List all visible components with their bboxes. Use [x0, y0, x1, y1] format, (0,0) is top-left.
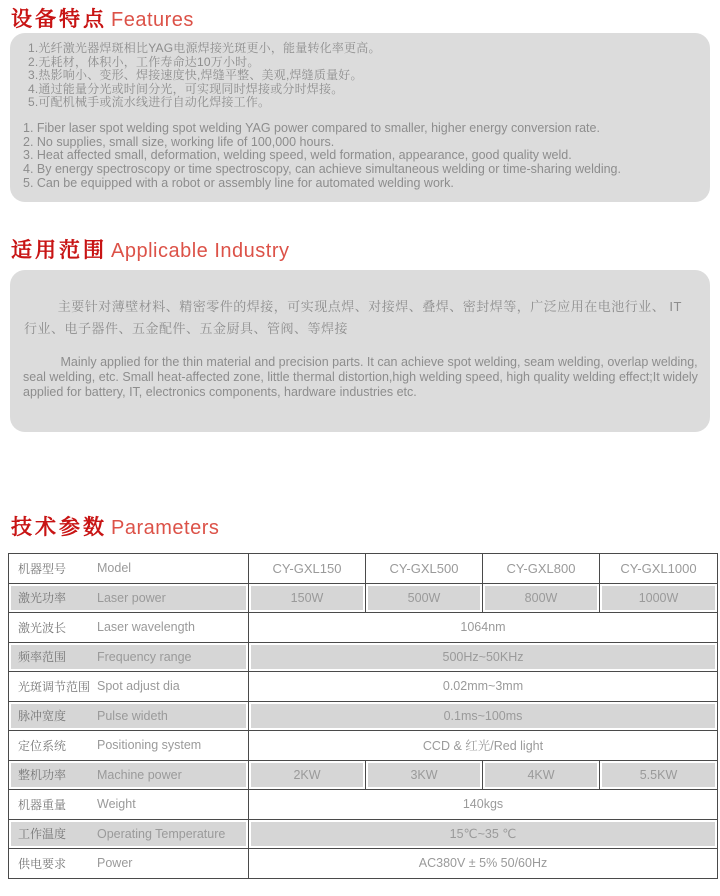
- row-label-cell: [9, 613, 249, 643]
- row-label-en: Model: [97, 561, 132, 576]
- row-label-zh: 光斑调节范围: [18, 679, 91, 694]
- table-row: [9, 613, 718, 643]
- row-label-en: Laser power: [97, 590, 166, 605]
- features-panel: [10, 33, 710, 202]
- row-value-cell: 5.5KW: [600, 760, 718, 790]
- row-label-en: Laser wavelength: [97, 620, 195, 635]
- model-header-cell: CY-GXL500: [366, 554, 483, 584]
- text-line: 2.无耗材，体积小，工作寿命达10万小时。: [28, 54, 260, 69]
- features-title-zh: 设备特点: [11, 8, 107, 31]
- table-row: [9, 642, 718, 672]
- industry-title-zh: 适用范围: [11, 239, 107, 262]
- table-row: [9, 583, 718, 613]
- row-value-cell: 3KW: [366, 760, 483, 790]
- row-label-en: Frequency range: [97, 649, 192, 664]
- row-value-cell: CCD & 红光/Red light: [249, 731, 718, 761]
- industry-title-en: Applicable Industry: [111, 240, 290, 262]
- table-row: [9, 819, 718, 849]
- row-value-cell: 0.02mm~3mm: [249, 672, 718, 702]
- section-title-features: [11, 3, 194, 33]
- parameters-title-zh: 技术参数: [11, 516, 107, 539]
- row-value-cell: AC380V ± 5% 50/60Hz: [249, 849, 718, 879]
- row-label-cell: [9, 849, 249, 879]
- table-row: [9, 701, 718, 731]
- section-title-industry: [11, 234, 289, 264]
- row-label-zh: 频率范围: [18, 650, 67, 665]
- text-line: 4.通过能量分光或时间分光，可实现同时焊接或分时焊接。: [28, 81, 344, 96]
- row-value-cell: 800W: [483, 583, 600, 613]
- row-value-cell: 1000W: [600, 583, 718, 613]
- row-value-cell: 140kgs: [249, 790, 718, 820]
- row-label-en: Operating Temperature: [97, 826, 226, 841]
- text-line: 3. Heat affected small, deformation, welding speed, weld formation, appearance, good quality weld.: [23, 148, 572, 163]
- row-label-zh: 整机功率: [18, 768, 67, 783]
- row-label-en: Positioning system: [97, 738, 202, 753]
- parameters-table: [8, 553, 718, 879]
- text-line: 1.光纤激光器焊斑相比YAG电源焊接光斑更小，能量转化率更高。: [28, 41, 381, 55]
- row-label-en: Power: [97, 856, 133, 871]
- row-label-zh: 脉冲宽度: [18, 709, 67, 724]
- industry-paragraph-en: Mainly applied for the thin material and precision parts. It can achieve spot welding, seam welding, overlap welding, seal welding, etc. Small heat-affected zone, little thermal distortion,high welding speed, high quality welding effect;It widely applied for battery, IT, electronics components, hardware industries etc.: [23, 355, 698, 399]
- row-label-zh: 供电要求: [18, 856, 67, 871]
- text-line: 1. Fiber laser spot welding spot welding YAG power compared to smaller, higher energy conversion rate.: [23, 120, 600, 135]
- row-label-cell: [9, 642, 249, 672]
- row-label-en: Pulse wideth: [97, 708, 168, 723]
- row-value-cell: 500W: [366, 583, 483, 613]
- row-label-zh: 激光波长: [18, 620, 67, 635]
- row-value-cell: 0.1ms~100ms: [249, 701, 718, 731]
- industry-paragraph-zh: 主要针对薄壁材料、精密零件的焊接，可实现点焊、对接焊、叠焊、密封焊等，广泛应用在电池行业、 IT 行业、电子器件、五金配件、五金厨具、管阀、等焊接: [24, 299, 682, 336]
- row-value-cell: 1064nm: [249, 613, 718, 643]
- text-line: 5.可配机械手或流水线进行自动化焊接工作。: [28, 95, 271, 110]
- text-line: 4. By energy spectroscopy or time spectroscopy, can achieve simultaneous welding or time-sharing welding.: [23, 162, 621, 177]
- features-list-zh: [18, 42, 702, 110]
- row-label-en: Weight: [97, 797, 136, 812]
- features-title-en: Features: [111, 9, 194, 31]
- industry-panel: [10, 270, 710, 432]
- row-label-cell: [9, 731, 249, 761]
- row-label-cell: [9, 583, 249, 613]
- table-row: [9, 790, 718, 820]
- parameters-title-en: Parameters: [111, 517, 220, 539]
- row-label-zh: 机器重量: [18, 797, 67, 812]
- features-list-en: [18, 122, 702, 191]
- table-row: [9, 554, 718, 584]
- text-line: 5. Can be equipped with a robot or assembly line for automated welding work.: [23, 175, 454, 190]
- row-label-cell: [9, 701, 249, 731]
- section-title-parameters: [11, 511, 219, 541]
- row-value-cell: 500Hz~50KHz: [249, 642, 718, 672]
- row-label-en: Spot adjust dia: [97, 679, 180, 694]
- text-line: 3.热影响小、变形、焊接速度快,焊缝平整、美观,焊缝质量好。: [28, 68, 363, 83]
- row-label-zh: 工作温度: [18, 827, 67, 842]
- row-label-cell: [9, 760, 249, 790]
- model-header-cell: CY-GXL800: [483, 554, 600, 584]
- table-row: [9, 849, 718, 879]
- row-label-cell: [9, 819, 249, 849]
- row-value-cell: 15℃~35 ℃: [249, 819, 718, 849]
- table-row: [9, 672, 718, 702]
- row-label-zh: 定位系统: [18, 738, 67, 753]
- row-value-cell: 150W: [249, 583, 366, 613]
- table-row: [9, 760, 718, 790]
- text-line: 2. No supplies, small size, working life of 100,000 hours.: [23, 134, 335, 149]
- row-label-zh: 激光功率: [18, 591, 67, 606]
- row-value-cell: 2KW: [249, 760, 366, 790]
- row-label-en: Machine power: [97, 767, 182, 782]
- row-label-cell: [9, 790, 249, 820]
- model-header-cell: CY-GXL150: [249, 554, 366, 584]
- table-row: [9, 731, 718, 761]
- row-label-cell: [9, 672, 249, 702]
- row-label-cell: [9, 554, 249, 584]
- row-value-cell: 4KW: [483, 760, 600, 790]
- model-header-cell: CY-GXL1000: [600, 554, 718, 584]
- row-label-zh: 机器型号: [18, 561, 67, 576]
